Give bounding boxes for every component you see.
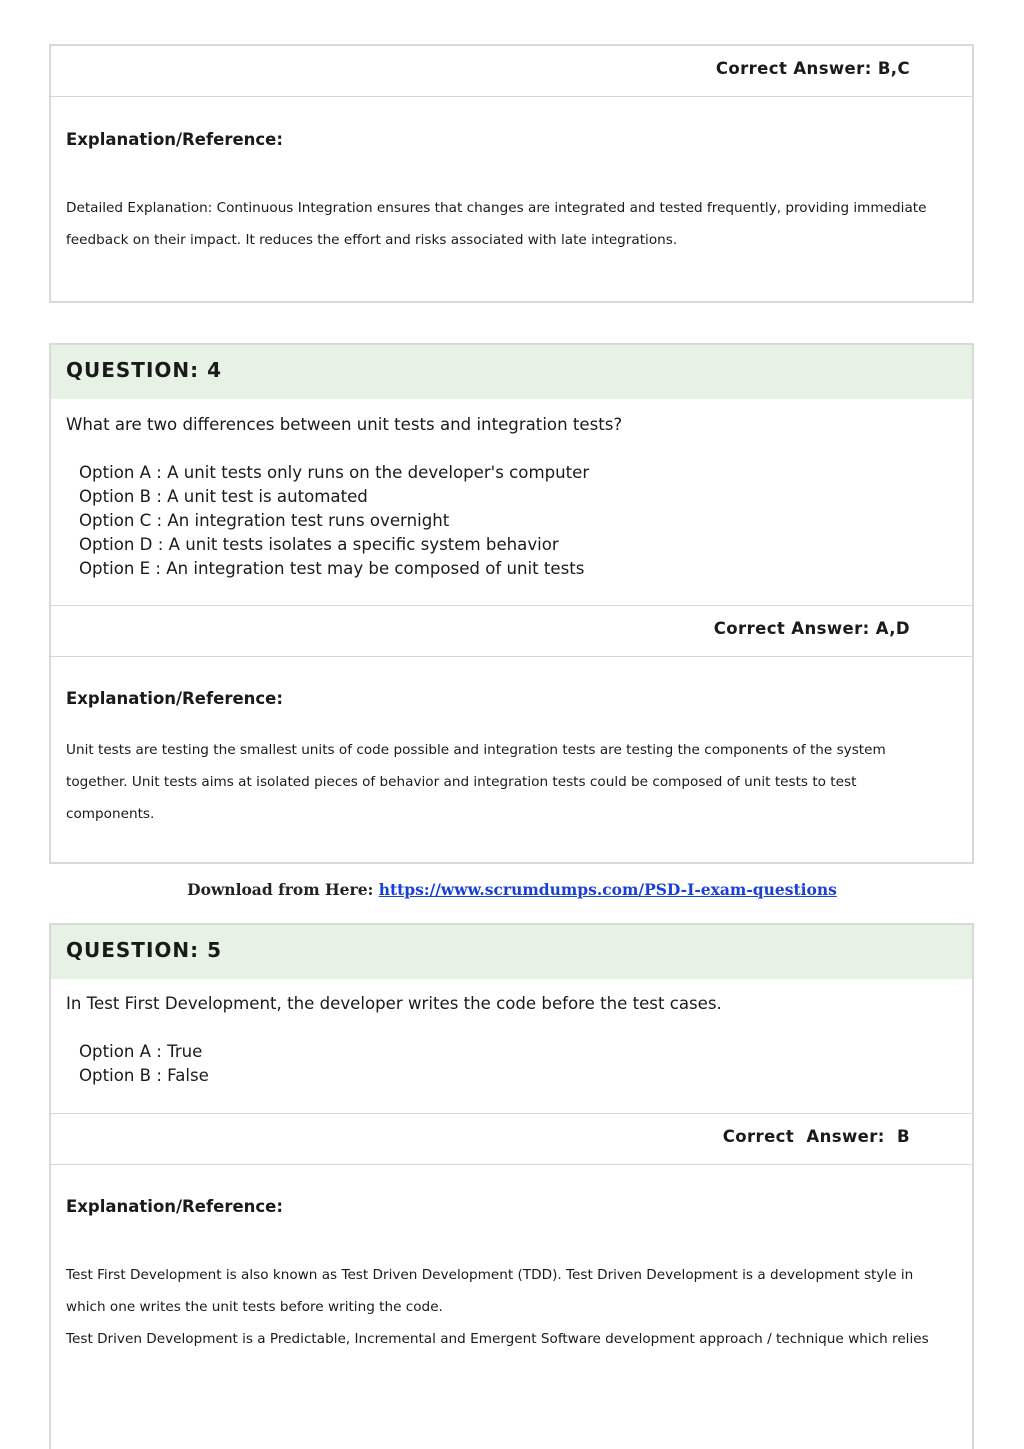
question-5-card xyxy=(49,923,974,1449)
option-c: Option C : An integration test runs overnight xyxy=(79,511,450,530)
explanation-heading: Explanation/Reference: xyxy=(66,130,283,149)
explanation-line: together. Unit tests aims at isolated pieces of behavior and integration tests could be composed of unit tests to test xyxy=(66,774,857,790)
explanation-heading: Explanation/Reference: xyxy=(66,689,283,708)
download-line xyxy=(0,880,1024,899)
explanation-line: Test First Development is also known as Test Driven Development (TDD). Test Driven Development is a development style in xyxy=(66,1267,914,1283)
question-text: In Test First Development, the developer writes the code before the test cases. xyxy=(66,994,722,1013)
explanation-line: Test Driven Development is a Predictable, Incremental and Emergent Software development approach / technique which relies xyxy=(66,1331,929,1347)
explanation-line: Detailed Explanation: Continuous Integration ensures that changes are integrated and tested frequently, providing immediate xyxy=(66,200,927,216)
question-body xyxy=(51,979,972,1113)
correct-answer: Correct Answer: B,C xyxy=(715,59,910,78)
explanation-section xyxy=(51,1164,972,1449)
explanation-line: components. xyxy=(66,806,155,822)
options-list xyxy=(79,461,589,581)
options-list xyxy=(79,1040,209,1088)
question-title: QUESTION: 5 xyxy=(66,938,223,962)
correct-answer-row xyxy=(51,1113,972,1164)
correct-answer-row xyxy=(51,605,972,656)
explanation-text xyxy=(66,1259,950,1355)
download-label: Download from Here: xyxy=(187,880,379,899)
option-b: Option B : A unit test is automated xyxy=(79,487,368,506)
question-header xyxy=(51,925,972,979)
download-link[interactable]: https://www.scrumdumps.com/PSD-I-exam-questions xyxy=(378,880,837,899)
correct-answer-row xyxy=(51,46,972,96)
correct-answer: Correct Answer: B xyxy=(722,1127,910,1146)
option-d: Option D : A unit tests isolates a specific system behavior xyxy=(79,535,559,554)
explanation-text xyxy=(66,192,950,256)
explanation-text xyxy=(66,734,950,830)
explanation-heading: Explanation/Reference: xyxy=(66,1197,283,1216)
question-text: What are two differences between unit tests and integration tests? xyxy=(66,415,623,434)
option-e: Option E : An integration test may be composed of unit tests xyxy=(79,559,585,578)
explanation-line: which one writes the unit tests before writing the code. xyxy=(66,1299,443,1315)
correct-answer: Correct Answer: A,D xyxy=(713,619,910,638)
explanation-line: Unit tests are testing the smallest units of code possible and integration tests are testing the components of the system xyxy=(66,742,886,758)
question-title: QUESTION: 4 xyxy=(66,358,223,382)
explanation-section xyxy=(51,96,972,301)
option-a: Option A : A unit tests only runs on the developer's computer xyxy=(79,463,590,482)
question-body xyxy=(51,399,972,605)
explanation-line: feedback on their impact. It reduces the effort and risks associated with late integrations. xyxy=(66,232,678,248)
option-a: Option A : True xyxy=(79,1042,203,1061)
question-3-answer-card xyxy=(49,44,974,303)
explanation-section xyxy=(51,656,972,861)
option-b: Option B : False xyxy=(79,1066,209,1085)
question-4-card xyxy=(49,343,974,864)
question-header xyxy=(51,345,972,399)
